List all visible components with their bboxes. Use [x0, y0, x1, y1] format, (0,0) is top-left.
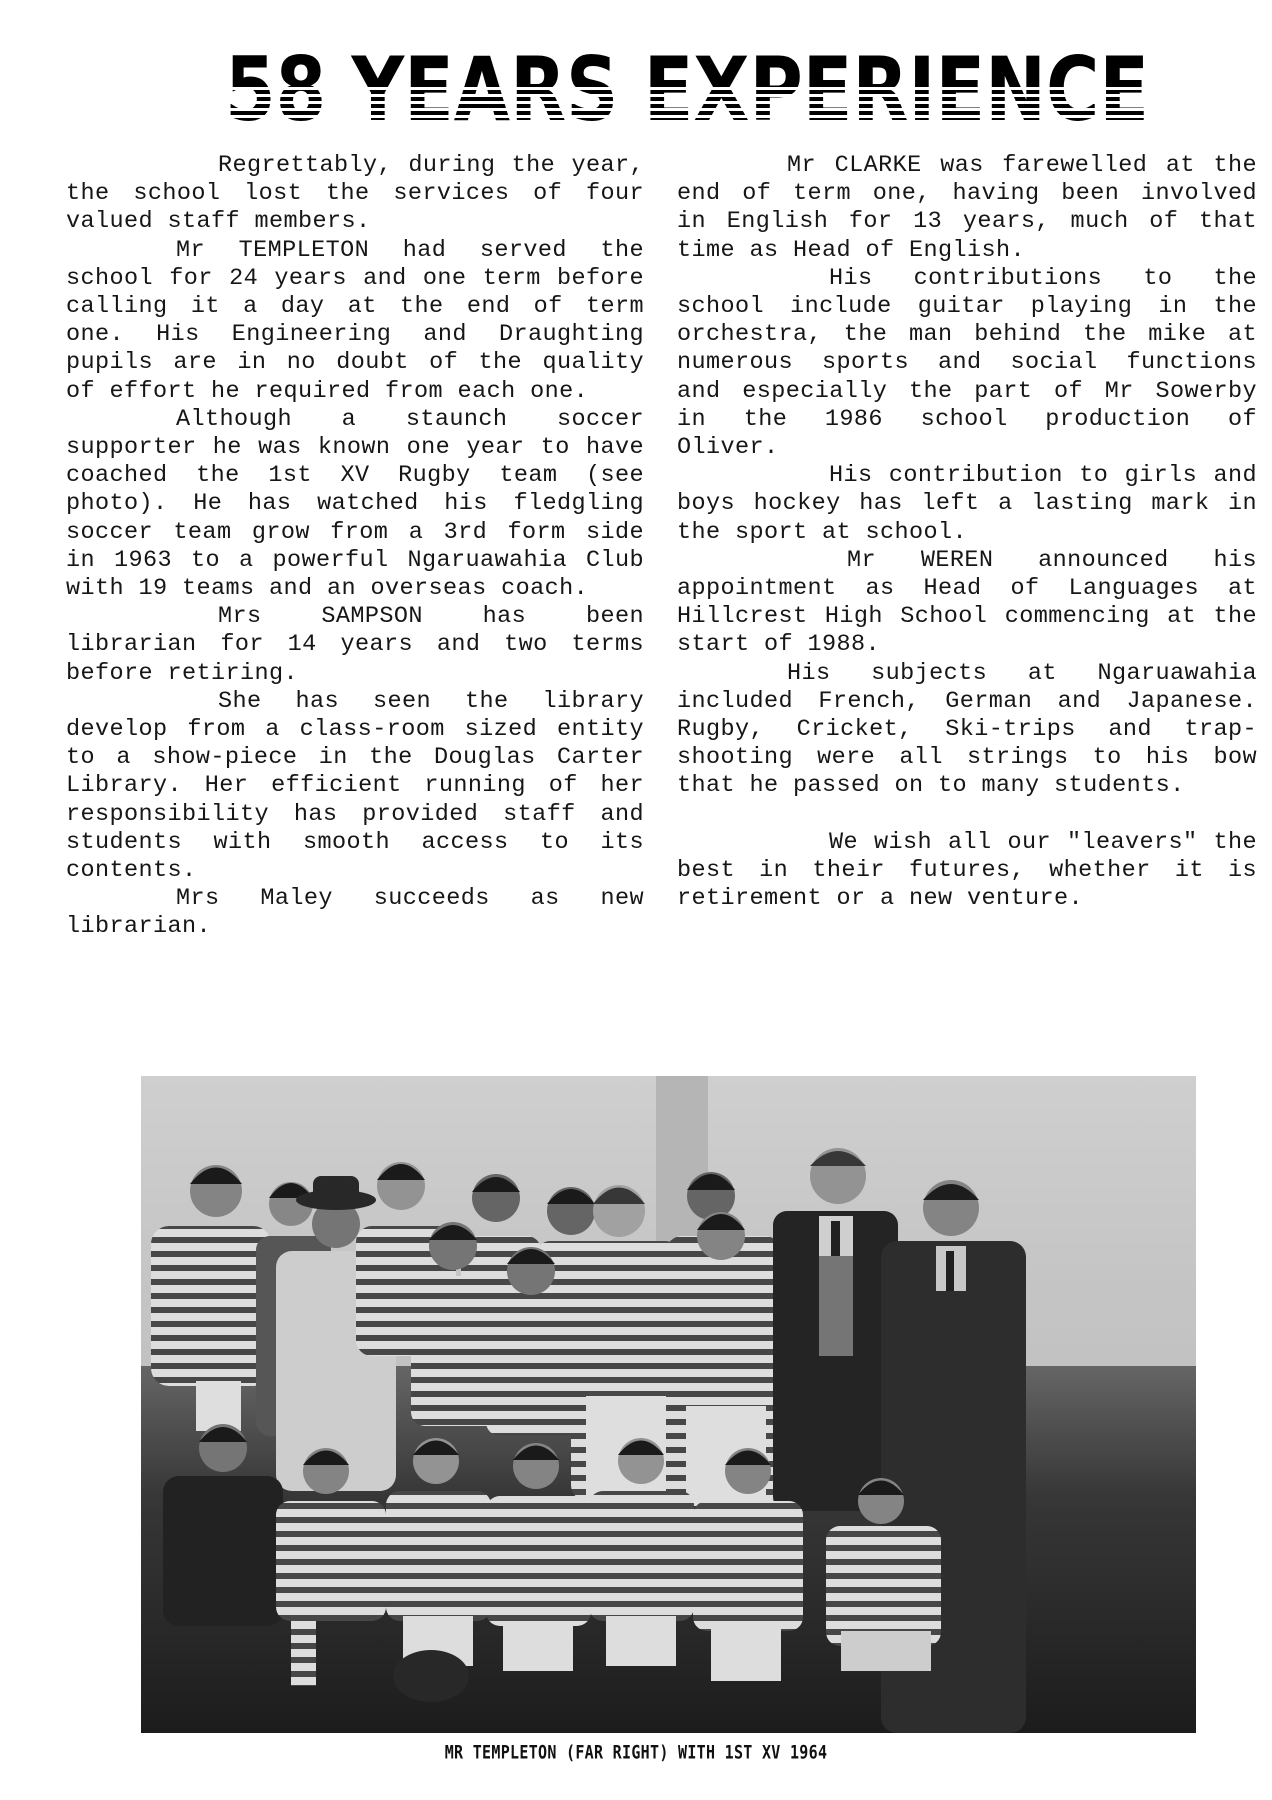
paragraph-sampson: Mrs SAMPSON has been librarian for 14 years and two terms before retiring.	[66, 603, 644, 687]
headline-graphic	[222, 48, 1152, 126]
paragraph-maley: Mrs Maley succeeds as new librarian.	[66, 885, 644, 941]
paragraph-farewell: We wish all our "leavers" the best in their futures, whether it is retirement or a new venture.	[677, 828, 1257, 913]
team-photo-image	[141, 1076, 1196, 1733]
team-photo	[141, 1076, 1196, 1733]
paragraph-clarke-hockey: His contribution to girls and boys hockey has left a lasting mark in the sport at school.	[677, 462, 1257, 546]
paragraph-clarke: Mr CLARKE was farewelled at the end of term one, having been involved in English for 13 years, much of that time as Head of English.	[677, 152, 1257, 264]
right-column	[677, 152, 1257, 913]
paragraph-templeton-soccer: Although a staunch soccer supporter he was known one year to have coached the 1st XV Rugby team (see photo). He has watched his fledgling soccer team grow from a 3rd form side in 1963 to a powerful Ngaruawahia Club with 19 teams and an overseas coach.	[66, 405, 644, 603]
paragraph-weren-subjects: His subjects at Ngaruawahia included French, German and Japanese. Rugby, Cricket, Ski-trips and trap-shooting were all strings to his bow that he passed on to many students.	[677, 659, 1257, 800]
paragraph-clarke-contributions: His contributions to the school include guitar playing in the orchestra, the man behind the mike at numerous sports and social functions and especially the part of Mr Sowerby in the 1986 school production of Oliver.	[677, 264, 1257, 462]
headline	[222, 48, 1152, 126]
left-column	[66, 152, 644, 942]
paragraph-templeton: Mr TEMPLETON had served the school for 24 years and one term before calling it a day at the end of term one. His Engineering and Draughting pupils are in no doubt of the quality of effort he required from each one.	[66, 236, 644, 405]
photo-caption: MR TEMPLETON (FAR RIGHT) WITH 1ST XV 1964	[444, 1740, 828, 1764]
paragraph-intro: Regrettably, during the year, the school lost the services of four valued staff members.	[66, 152, 644, 236]
paragraph-weren: Mr WEREN announced his appointment as Head of Languages at Hillcrest High School commencing at the start of 1988.	[677, 546, 1257, 659]
paragraph-sampson-library: She has seen the library develop from a class-room sized entity to a show-piece in the Douglas Carter Library. Her efficient running of her responsibility has provided staff and students with smooth access to its contents.	[66, 687, 644, 885]
